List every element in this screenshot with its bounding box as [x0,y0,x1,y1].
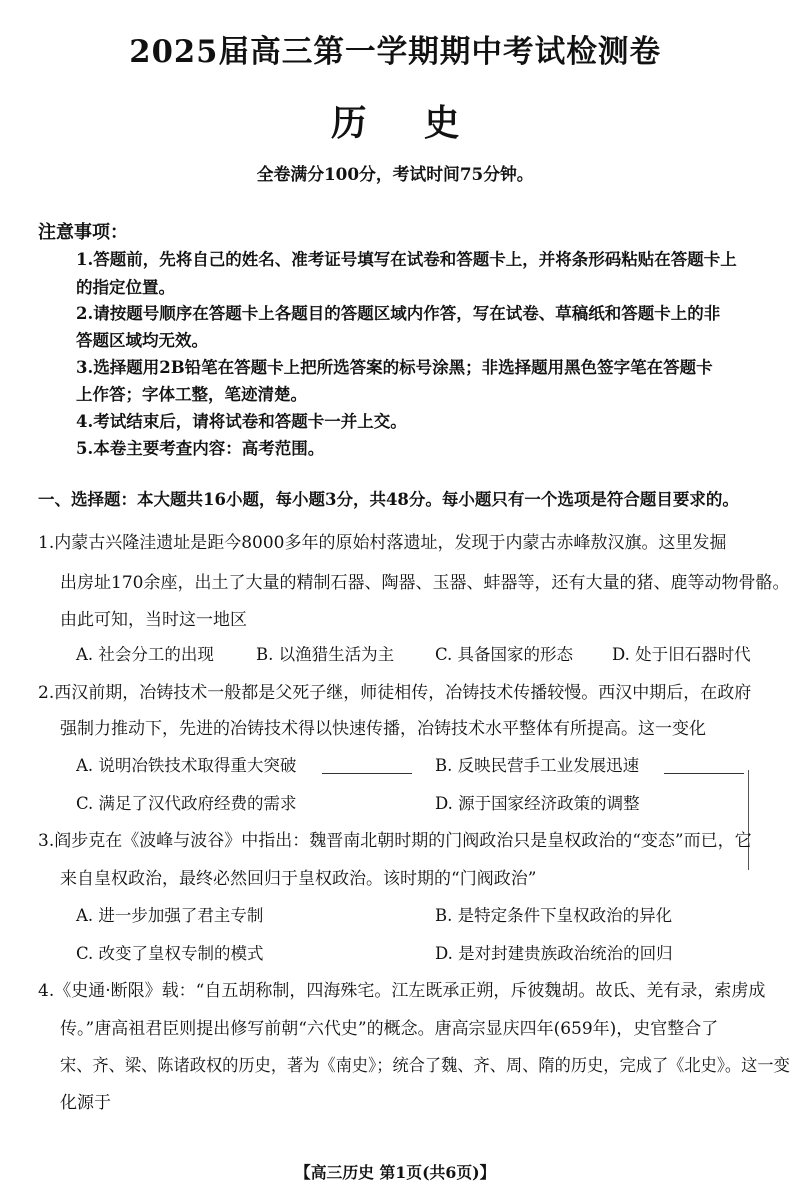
question-2-option-c: C. 满足了汉代政府经费的需求 [76,794,297,813]
question-1-option-d: D. 处于旧石器时代 [612,645,751,664]
question-3-option-d: D. 是对封建贵族政治统治的回归 [435,944,673,963]
question-2-line: 2.西汉前期，冶铸技术一般都是父死子继，师徒相传，冶铸技术传播较慢。西汉中期后，在政府 [38,683,752,703]
question-1-line: 出房址170余座，出土了大量的精制石器、陶器、玉器、蚌器等，还有大量的猪、鹿等动物骨骼。 [60,573,790,593]
page-footer: 【高三历史 第1页(共6页)】 [294,1163,496,1182]
question-3-line: 来自皇权政治，最终必然回归于皇权政治。该时期的“门阀政治” [60,869,537,889]
question-3-option-c: C. 改变了皇权专制的模式 [76,944,264,963]
question-1-option-a: A. 社会分工的出现 [76,645,214,664]
question-4-line: 化源于 [60,1093,111,1113]
notice-line: 答题区域均无效。 [76,331,208,350]
notice-line: 1.答题前，先将自己的姓名、准考证号填写在试卷和答题卡上，并将条形码粘贴在答题卡上 [76,250,737,269]
question-4-line: 传。”唐高祖君臣则提出修写前朝“六代史”的概念。唐高宗显庆四年(659年)，史官整合了 [60,1019,719,1039]
question-2-option-d: D. 源于国家经济政策的调整 [435,794,640,813]
question-3-option-b: B. 是特定条件下皇权政治的异化 [435,906,673,925]
question-1-option-c: C. 具备国家的形态 [435,645,574,664]
question-1-line: 1.内蒙古兴隆洼遗址是距今8000多年的原始村落遗址，发现于内蒙古赤峰敖汉旗。这里发掘 [38,533,727,553]
answer-blank-line [322,773,412,774]
notice-line: 上作答；字体工整，笔迹清楚。 [76,385,307,404]
question-2-line: 强制力推动下，先进的冶铸技术得以快速传播，冶铸技术水平整体有所提高。这一变化 [60,719,706,739]
notice-heading: 注意事项： [38,222,128,243]
question-3-option-a: A. 进一步加强了君主专制 [76,906,264,925]
exam-title: 2025届高三第一学期期中考试检测卷 [129,34,662,70]
question-3-line: 3.阎步克在《波峰与波谷》中指出：魏晋南北朝时期的门阀政治只是皇权政治的“变态”而已，它 [38,831,752,851]
question-4-line: 4.《史通·断限》载：“自五胡称制，四海殊宅。江左既承正朔，斥彼魏胡。故氐、羌有录，索虏成 [38,981,766,1001]
notice-line: 2.请按题号顺序在答题卡上各题目的答题区域内作答，写在试卷、草稿纸和答题卡上的非 [76,304,721,323]
score-info: 全卷满分100分，考试时间75分钟。 [256,165,534,185]
notice-line: 3.选择题用2B铅笔在答题卡上把所选答案的标号涂黑；非选择题用黑色签字笔在答题卡 [76,358,713,377]
notice-line: 5.本卷主要考查内容：高考范围。 [76,439,325,458]
subject-title: 历史 [330,102,517,144]
section-heading: 一、选择题：本大题共16小题，每小题3分，共48分。每小题只有一个选项是符合题目要求的。 [38,490,739,509]
answer-blank-line [664,773,744,774]
notice-line: 的指定位置。 [76,278,175,297]
margin-line [748,770,749,870]
question-1-option-b: B. 以渔猎生活为主 [256,645,395,664]
question-2-option-b: B. 反映民营手工业发展迅速 [435,756,640,775]
notice-line: 4.考试结束后，请将试卷和答题卡一并上交。 [76,412,407,431]
question-1-line: 由此可知，当时这一地区 [60,610,247,630]
question-2-option-a: A. 说明冶铁技术取得重大突破 [76,756,297,775]
question-4-line: 宋、齐、梁、陈诸政权的历史，著为《南史》；统合了魏、齐、周、隋的历史，完成了《北史》。这一变 [60,1056,790,1076]
